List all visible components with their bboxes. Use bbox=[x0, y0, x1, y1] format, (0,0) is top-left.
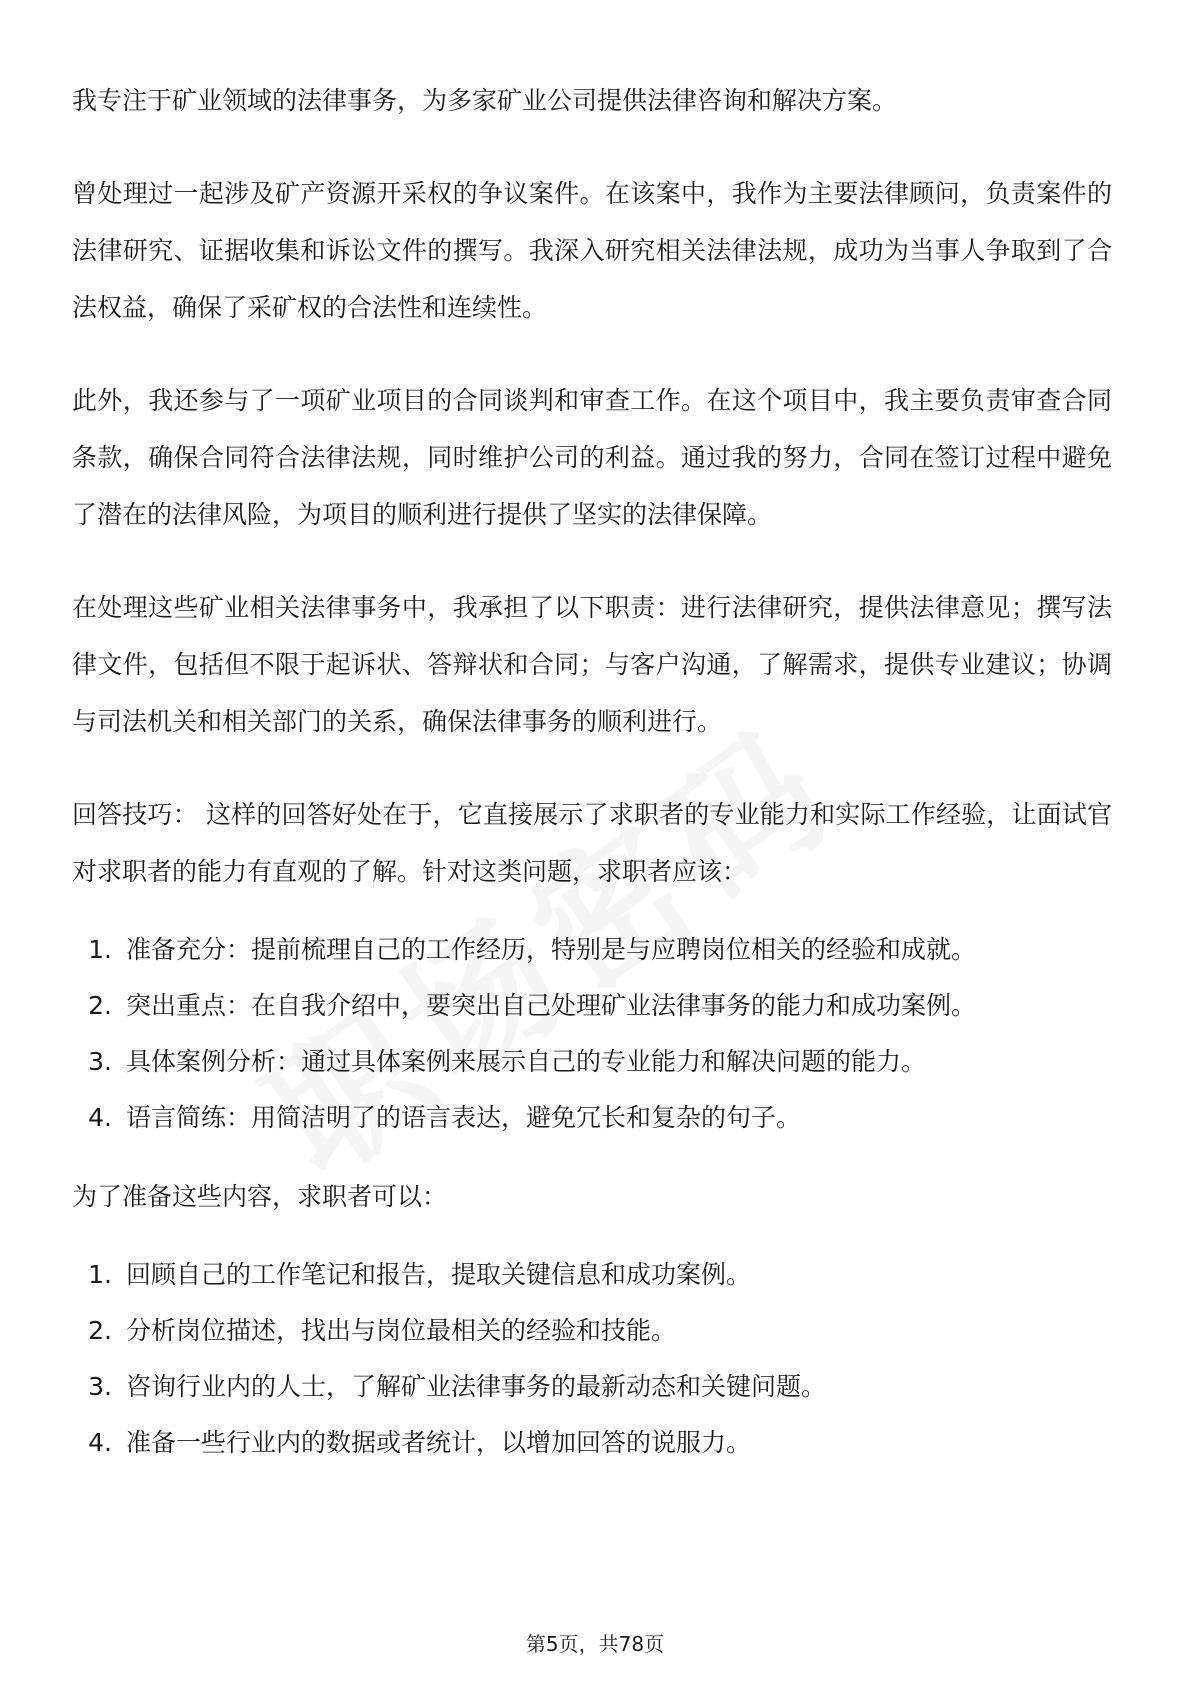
list-number: 3. bbox=[88, 1372, 112, 1401]
case-dispute-paragraph: 曾处理过一起涉及矿产资源开采权的争议案件。在该案中，我作为主要法律顾问，负责案件的法律研究、证据收集和诉讼文件的撰写。我深入研究相关法律法规，成功为当事人争取到了合法权益，确保了采矿权的合法性和连续性。 bbox=[72, 179, 1112, 322]
list-text: 突出重点：在自我介绍中，要突出自己处理矿业法律事务的能力和成功案例。 bbox=[126, 991, 977, 1020]
list-text: 分析岗位描述，找出与岗位最相关的经验和技能。 bbox=[126, 1316, 677, 1345]
responsibilities-paragraph: 在处理这些矿业相关法律事务中，我承担了以下职责：进行法律研究，提供法律意见；撰写法律文件，包括但不限于起诉状、答辩状和合同；与客户沟通，了解需求，提供专业建议；协调与司法机关和相关部门的关系，确保法律事务的顺利进行。 bbox=[72, 593, 1112, 736]
list-item bbox=[72, 1303, 1112, 1359]
list-number: 3. bbox=[88, 1047, 112, 1076]
list-number: 2. bbox=[88, 1316, 112, 1345]
list-text: 准备充分：提前梳理自己的工作经历，特别是与应聘岗位相关的经验和成就。 bbox=[126, 935, 977, 964]
list-number: 2. bbox=[88, 991, 112, 1020]
contract-review-paragraph: 此外，我还参与了一项矿业项目的合同谈判和审查工作。在这个项目中，我主要负责审查合同条款，确保合同符合法律法规，同时维护公司的利益。通过我的努力，合同在签订过程中避免了潜在的法律风险，为项目的顺利进行提供了坚实的法律保障。 bbox=[72, 386, 1112, 529]
preparation-list bbox=[72, 1247, 1112, 1471]
answer-tips-paragraph: 回答技巧： 这样的回答好处在于，它直接展示了求职者的专业能力和实际工作经验，让面试官对求职者的能力有直观的了解。针对这类问题，求职者应该： bbox=[72, 800, 1112, 886]
list-text: 回顾自己的工作笔记和报告，提取关键信息和成功案例。 bbox=[126, 1260, 752, 1289]
list-item bbox=[72, 978, 1112, 1034]
list-item bbox=[72, 1415, 1112, 1471]
list-item bbox=[72, 1034, 1112, 1090]
page-number-footer: 第5页，共78页 bbox=[525, 1632, 665, 1656]
list-text: 咨询行业内的人士，了解矿业法律事务的最新动态和关键问题。 bbox=[126, 1372, 827, 1401]
list-item bbox=[72, 922, 1112, 978]
list-item bbox=[72, 1359, 1112, 1415]
list-number: 4. bbox=[88, 1103, 112, 1132]
list-text: 具体案例分析：通过具体案例来展示自己的专业能力和解决问题的能力。 bbox=[126, 1047, 927, 1076]
intro-paragraph: 我专注于矿业领域的法律事务，为多家矿业公司提供法律咨询和解决方案。 bbox=[72, 86, 898, 115]
list-number: 4. bbox=[88, 1428, 112, 1457]
list-number: 1. bbox=[88, 1260, 112, 1289]
tips-list bbox=[72, 922, 1112, 1146]
list-item bbox=[72, 1247, 1112, 1303]
list-item bbox=[72, 1090, 1112, 1146]
list-text: 语言简练：用简洁明了的语言表达，避免冗长和复杂的句子。 bbox=[126, 1103, 802, 1132]
preparation-intro-paragraph: 为了准备这些内容，求职者可以： bbox=[72, 1182, 448, 1211]
list-number: 1. bbox=[88, 935, 112, 964]
list-text: 准备一些行业内的数据或者统计，以增加回答的说服力。 bbox=[126, 1428, 752, 1457]
